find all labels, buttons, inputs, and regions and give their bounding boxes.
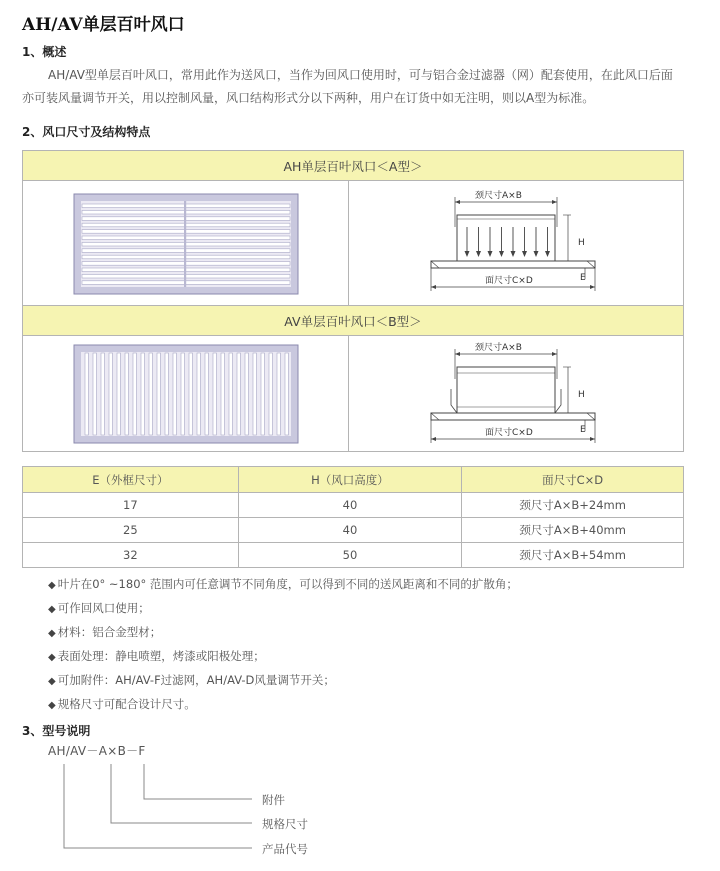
type-b-h-label: H bbox=[578, 390, 585, 400]
col-header-face: 面尺寸C×D bbox=[462, 467, 684, 493]
type-b-header: AV单层百叶风口＜B型＞ bbox=[23, 305, 683, 336]
type-a-e-label: E bbox=[580, 273, 586, 283]
label-spec-size: 规格尺寸 bbox=[262, 817, 308, 831]
type-a-h-label: H bbox=[578, 238, 585, 248]
list-item-text: 可加附件：AH/AV-F过滤网，AH/AV-D风量调节开关； bbox=[57, 673, 335, 687]
table-cell: 颈尺寸A×B+54mm bbox=[462, 543, 684, 568]
list-item-text: 可作回风口使用； bbox=[57, 601, 150, 615]
section-heading-model: 3、型号说明 bbox=[22, 724, 91, 738]
type-b-neck-label: 颈尺寸A×B bbox=[475, 343, 522, 353]
model-code: AH/AV－A×B－F bbox=[48, 744, 146, 758]
table-cell: 颈尺寸A×B+24mm bbox=[462, 493, 684, 518]
diamond-bullet-icon: ◆ bbox=[48, 604, 56, 615]
list-item-text: 规格尺寸可配合设计尺寸。 bbox=[57, 697, 196, 711]
diamond-bullet-icon: ◆ bbox=[48, 700, 56, 711]
table-cell: 50 bbox=[238, 543, 462, 568]
col-header-h: H（风口高度） bbox=[238, 467, 462, 493]
page-title: AH/AV单层百叶风口 bbox=[22, 15, 185, 35]
col-header-e: E（外框尺寸） bbox=[23, 467, 239, 493]
label-accessory: 附件 bbox=[262, 793, 285, 807]
type-a-face-label: 面尺寸C×D bbox=[485, 276, 533, 286]
section-heading-dimensions: 2、风口尺寸及结构特点 bbox=[22, 125, 151, 139]
table-cell: 40 bbox=[238, 493, 462, 518]
list-item-text: 材料：铝合金型材； bbox=[57, 625, 162, 639]
diamond-bullet-icon: ◆ bbox=[48, 676, 56, 687]
label-product-code: 产品代号 bbox=[262, 842, 308, 856]
list-item-text: 叶片在0° ~180° 范围内可任意调节不同角度，可以得到不同的送风距离和不同的扩散角； bbox=[57, 577, 518, 591]
type-b-e-label: E bbox=[580, 425, 586, 435]
diamond-bullet-icon: ◆ bbox=[48, 580, 56, 591]
diamond-bullet-icon: ◆ bbox=[48, 628, 56, 639]
diamond-bullet-icon: ◆ bbox=[48, 652, 56, 663]
table-cell: 40 bbox=[238, 518, 462, 543]
table-cell: 25 bbox=[23, 518, 239, 543]
table-cell: 17 bbox=[23, 493, 239, 518]
table-cell: 颈尺寸A×B+40mm bbox=[462, 518, 684, 543]
type-a-header: AH单层百叶风口＜A型＞ bbox=[23, 151, 683, 181]
type-b-face-label: 面尺寸C×D bbox=[485, 428, 533, 438]
overview-text: AH/AV型单层百叶风口，常用此作为送风口，当作为回风口使用时，可与铝合金过滤器（网）配套使用，在此风口后面亦可装风量调节开关，用以控制风量，风口结构形式分以下两种，用户在订货中如无注明，则以A型为标准。 bbox=[22, 68, 673, 105]
list-item-text: 表面处理：静电喷塑，烤漆或阳极处理； bbox=[57, 649, 265, 663]
section-heading-overview: 1、概述 bbox=[22, 45, 67, 59]
type-a-neck-label: 颈尺寸A×B bbox=[475, 191, 522, 201]
table-cell: 32 bbox=[23, 543, 239, 568]
